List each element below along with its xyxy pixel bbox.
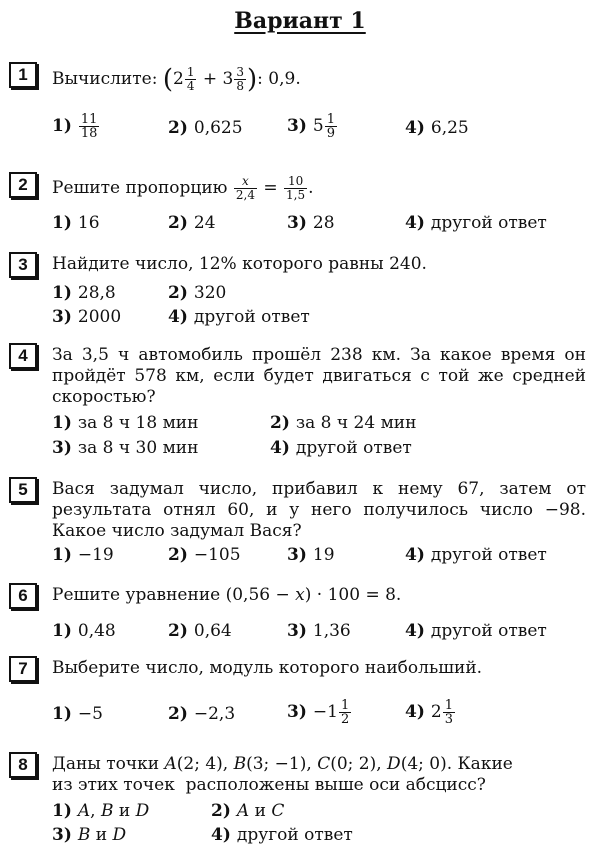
task-1-answer-1: 1) $\frac{11}{18}$ (52, 112, 98, 141)
task-4-answer-3: 3) за 8 ч 30 мин (52, 438, 199, 458)
task-8-answer-2: 2) A и C (211, 801, 285, 821)
task-number-1: 1 (9, 62, 37, 88)
task-7-answer-4: 4) 2 $\frac{1}{3}$ (405, 698, 453, 727)
task-7-question: Выберите число, модуль которого наибольший. (52, 658, 483, 678)
task-6-answer-4: 4) другой ответ (405, 621, 547, 641)
task-7-answer-2: 2) −2,3 (168, 704, 236, 724)
task-8-answer-1: 1) A, B и D (52, 801, 150, 821)
task-5-answer-1: 1) −19 (52, 545, 114, 565)
task-2-question: Решите пропорцию $\frac{x}{2,4}$ = $\frac{10}{1,5}$ . (52, 174, 314, 202)
task-4-answer-1: 1) за 8 ч 18 мин (52, 413, 199, 433)
task-number-3: 3 (9, 252, 37, 278)
task-3-answer-3: 3) 2000 (52, 307, 122, 327)
task-number-2: 2 (9, 172, 37, 198)
task-5-answer-3: 3) 19 (287, 545, 335, 565)
task-number-5: 5 (9, 477, 37, 503)
task-number-8: 8 (9, 752, 37, 778)
task-7-answer-1: 1) −5 (52, 704, 103, 724)
task-8-answer-3: 3) B и D (52, 825, 127, 845)
task-number-7: 7 (9, 656, 37, 682)
task-4-answer-2: 2) за 8 ч 24 мин (270, 413, 417, 433)
task-4-answer-4: 4) другой ответ (270, 438, 412, 458)
task-6-answer-1: 1) 0,48 (52, 621, 116, 641)
task-3-answer-4: 4) другой ответ (168, 307, 310, 327)
task-4-question: За 3,5 ч автомобиль прошёл 238 км. За какое время он пройдёт 578 км, если будет двигаться с той же средней скоростью? (52, 345, 586, 407)
task-7-answer-3: 3) −1 $\frac{1}{2}$ (287, 698, 350, 727)
task-5-question: Вася задумал число, прибавил к нему 67, затем от результата отнял 60, и у него получилось число −98. Какое число задумал Вася? (52, 479, 586, 541)
task-1-answer-2: 2) 0,625 (168, 118, 243, 138)
task-2-answer-2: 2) 24 (168, 213, 216, 233)
task-5-answer-4: 4) другой ответ (405, 545, 547, 565)
task-3-answer-1: 1) 28,8 (52, 283, 116, 303)
task-6-answer-3: 3) 1,36 (287, 621, 351, 641)
task-1-question: Вычислите: (2 $\frac{1}{4}$ + 3 $\frac{3}{8}$ ): 0,9. (52, 64, 301, 95)
task-5-answer-2: 2) −105 (168, 545, 241, 565)
page-title: Вариант 1 (234, 8, 366, 34)
task-1-answer-3: 3) 5 $\frac{1}{9}$ (287, 112, 335, 141)
task-2-answer-1: 1) 16 (52, 213, 100, 233)
task-8-answer-4: 4) другой ответ (211, 825, 353, 845)
task-number-6: 6 (9, 583, 37, 609)
task-3-question: Найдите число, 12% которого равны 240. (52, 254, 427, 274)
task-2-answer-3: 3) 28 (287, 213, 335, 233)
task-number-4: 4 (9, 343, 37, 369)
task-8-question-line-2: из этих точек расположены выше оси абсцисс? (52, 775, 486, 795)
task-6-question: Решите уравнение (0,56 − x) · 100 = 8. (52, 585, 402, 605)
task-3-answer-2: 2) 320 (168, 283, 227, 303)
task-2-answer-4: 4) другой ответ (405, 213, 547, 233)
task-1-answer-4: 4) 6,25 (405, 118, 469, 138)
task-8-question-line-1: Даны точки A(2; 4), B(3; −1), C(0; 2), D(4; 0). Какие (52, 754, 513, 774)
task-8-question (52, 754, 586, 796)
task-6-answer-2: 2) 0,64 (168, 621, 232, 641)
